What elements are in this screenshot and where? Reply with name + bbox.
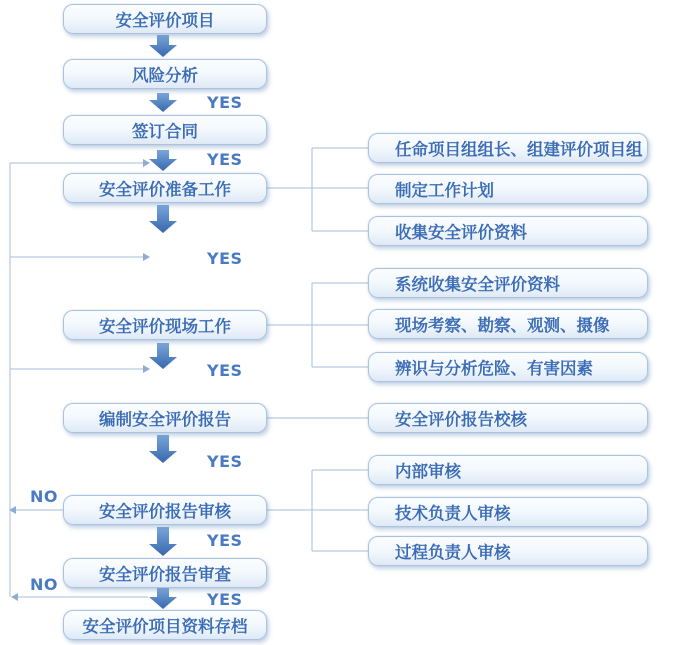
step-site-work: 安全评价现场工作 bbox=[63, 310, 267, 340]
branch-arrowhead-right-1 bbox=[143, 159, 150, 167]
step-compile-report: 编制安全评价报告 bbox=[63, 403, 267, 433]
flow-arrow-preparation-down bbox=[149, 205, 177, 233]
bracket-preparation-group bbox=[267, 148, 368, 231]
step-report-examination: 安全评价报告审查 bbox=[63, 558, 267, 588]
yes-label-4: YES bbox=[207, 361, 243, 380]
yes-label-6: YES bbox=[207, 531, 243, 550]
side-collect-materials: 收集安全评价资料 bbox=[368, 216, 648, 246]
flow-arrow-site-work-down bbox=[149, 343, 177, 369]
step-risk-analysis: 风险分析 bbox=[63, 59, 267, 89]
yes-label-1: YES bbox=[207, 93, 243, 112]
flow-arrow-risk-to-contract bbox=[149, 93, 177, 112]
side-system-collect: 系统收集安全评价资料 bbox=[368, 268, 648, 298]
yes-label-3: YES bbox=[207, 249, 243, 268]
flow-arrow-examination-to-archive bbox=[149, 588, 177, 609]
feedback-spine-line bbox=[10, 163, 143, 597]
step-archive: 安全评价项目资料存档 bbox=[63, 610, 267, 640]
flow-arrow-project-to-risk bbox=[149, 35, 177, 57]
branch-arrowhead-right-3 bbox=[143, 365, 150, 373]
side-process-lead-review: 过程负责人审核 bbox=[368, 536, 648, 566]
side-hazard-identify: 辨识与分析危险、有害因素 bbox=[368, 352, 648, 382]
flow-arrow-report-down bbox=[149, 435, 177, 463]
step-project: 安全评价项目 bbox=[63, 4, 267, 34]
flow-arrow-review-to-examination bbox=[149, 527, 177, 556]
no-label-2: NO bbox=[30, 575, 58, 594]
side-report-check: 安全评价报告校核 bbox=[368, 403, 648, 433]
side-internal-review: 内部审核 bbox=[368, 455, 648, 485]
side-appoint-team-leader: 任命项目组组长、组建评价项目组 bbox=[368, 133, 648, 163]
side-tech-lead-review: 技术负责人审核 bbox=[368, 497, 648, 527]
step-sign-contract: 签订合同 bbox=[63, 115, 267, 145]
no-arrowhead-left-2 bbox=[11, 593, 18, 601]
side-site-survey: 现场考察、勘察、观测、摄像 bbox=[368, 309, 648, 339]
branch-arrowhead-right-2 bbox=[143, 253, 150, 261]
step-report-review: 安全评价报告审核 bbox=[63, 495, 267, 525]
side-work-plan: 制定工作计划 bbox=[368, 174, 648, 204]
step-preparation: 安全评价准备工作 bbox=[63, 173, 267, 203]
bracket-review-group bbox=[267, 470, 368, 551]
yes-label-2: YES bbox=[207, 150, 243, 169]
flow-arrow-contract-to-preparation bbox=[149, 150, 177, 171]
bracket-site-work-group bbox=[267, 283, 368, 367]
yes-label-7: YES bbox=[207, 590, 243, 609]
yes-label-5: YES bbox=[207, 452, 243, 471]
no-label-1: NO bbox=[30, 487, 58, 506]
